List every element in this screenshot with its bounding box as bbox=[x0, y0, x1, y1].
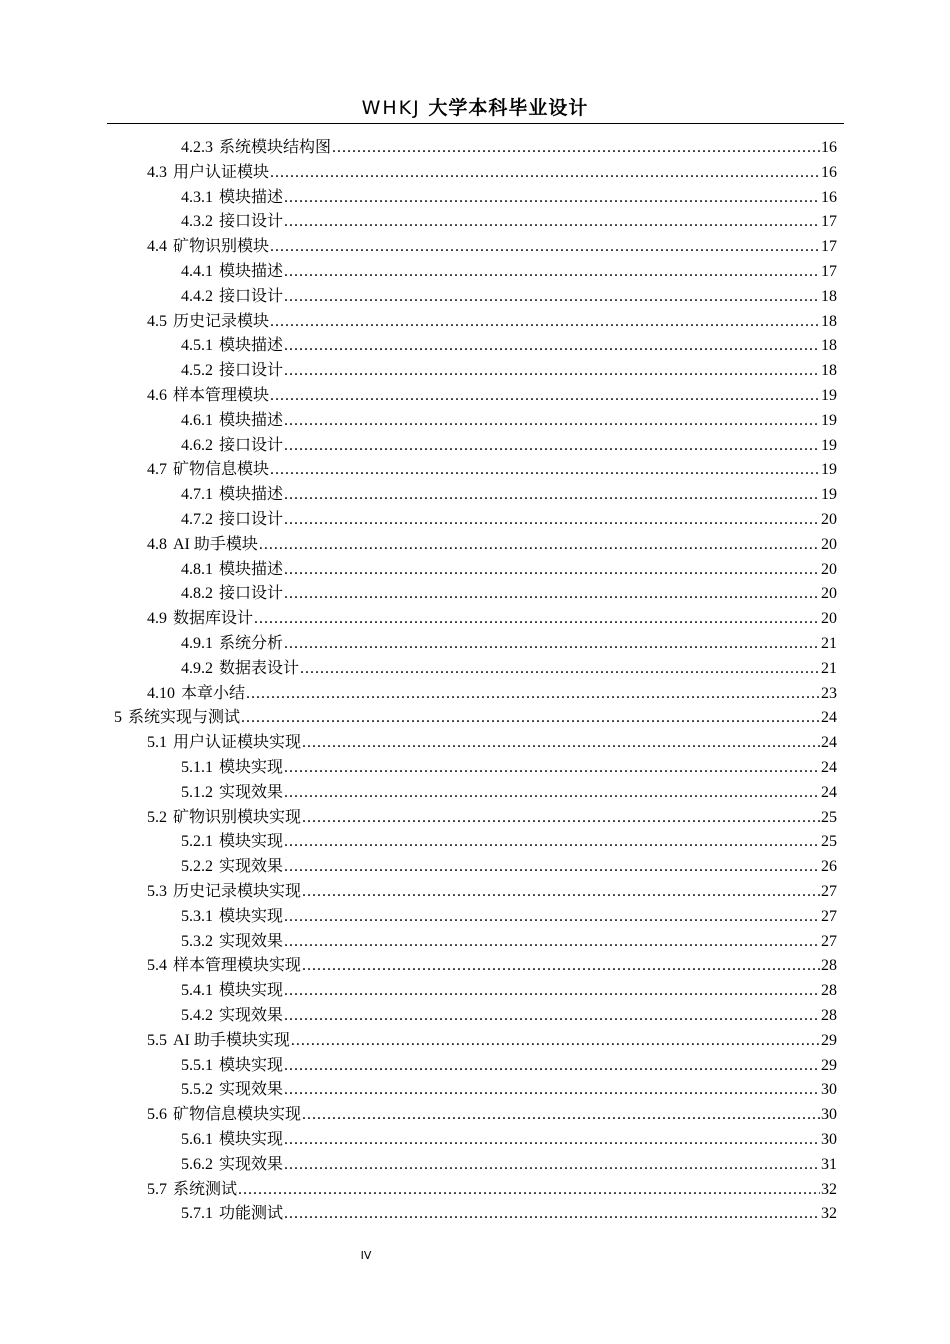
toc-leader-dots bbox=[284, 186, 820, 210]
toc-entry-title: 实现效果 bbox=[219, 858, 284, 875]
toc-entry[interactable] bbox=[147, 954, 837, 978]
toc-entry[interactable] bbox=[181, 285, 837, 309]
toc-entry-page: 19 bbox=[821, 486, 837, 503]
toc-entry[interactable] bbox=[147, 458, 837, 482]
toc-entry-title: 接口设计 bbox=[219, 288, 284, 305]
toc-entry-number: 5.6.2 bbox=[181, 1156, 213, 1173]
toc-entry[interactable] bbox=[181, 558, 837, 582]
toc-entry[interactable] bbox=[181, 855, 837, 879]
toc-leader-dots bbox=[270, 161, 820, 185]
toc-entry-number: 5.2.1 bbox=[181, 833, 213, 850]
toc-entry-title: 历史记录模块 bbox=[173, 313, 270, 330]
toc-entry-title: 矿物信息模块 bbox=[173, 461, 270, 478]
toc-leader-dots bbox=[284, 1202, 820, 1226]
toc-entry-page: 17 bbox=[821, 263, 837, 280]
toc-entry-title: 接口设计 bbox=[219, 362, 284, 379]
toc-entry-number: 5.5.2 bbox=[181, 1081, 213, 1098]
toc-entry-page: 23 bbox=[821, 685, 837, 702]
toc-leader-dots bbox=[284, 855, 820, 879]
toc-leader-dots bbox=[300, 657, 820, 681]
toc-entry-number: 5.4 bbox=[147, 957, 167, 974]
toc-entry-page: 20 bbox=[821, 511, 837, 528]
toc-entry-title: 系统分析 bbox=[219, 635, 284, 652]
toc-entry-number: 4.3.2 bbox=[181, 213, 213, 230]
toc-entry-title: 模块实现 bbox=[219, 833, 284, 850]
toc-entry-page: 27 bbox=[821, 883, 837, 900]
toc-entry[interactable] bbox=[181, 657, 837, 681]
toc-entry-title: 模块实现 bbox=[219, 759, 284, 776]
toc-entry-title: 模块描述 bbox=[219, 412, 284, 429]
toc-entry-title: 实现效果 bbox=[219, 933, 284, 950]
toc-entry-number: 4.8.2 bbox=[181, 585, 213, 602]
toc-entry[interactable] bbox=[181, 1054, 837, 1078]
toc-leader-dots bbox=[270, 310, 820, 334]
toc-entry-title: 样本管理模块实现 bbox=[173, 957, 302, 974]
toc-entry-page: 20 bbox=[821, 561, 837, 578]
toc-entry-page: 28 bbox=[821, 957, 837, 974]
toc-entry-title: 用户认证模块实现 bbox=[173, 734, 302, 751]
toc-entry-number: 5.3 bbox=[147, 883, 167, 900]
toc-leader-dots bbox=[284, 905, 820, 929]
toc-entry-number: 4.6.2 bbox=[181, 437, 213, 454]
toc-leader-dots bbox=[284, 260, 820, 284]
toc-leader-dots bbox=[284, 285, 820, 309]
toc-entry[interactable] bbox=[181, 483, 837, 507]
toc-leader-dots bbox=[284, 483, 820, 507]
toc-entry-number: 4.4.1 bbox=[181, 263, 213, 280]
toc-leader-dots bbox=[284, 558, 820, 582]
toc-entry-title: 功能测试 bbox=[219, 1205, 284, 1222]
toc-entry-title: 矿物识别模块 bbox=[173, 238, 270, 255]
toc-entry-number: 4.4 bbox=[147, 238, 167, 255]
toc-leader-dots bbox=[302, 731, 820, 755]
toc-entry-title: 实现效果 bbox=[219, 1007, 284, 1024]
toc-entry-title: 实现效果 bbox=[219, 784, 284, 801]
toc-entry-title: 模块实现 bbox=[219, 908, 284, 925]
toc-entry-page: 18 bbox=[821, 313, 837, 330]
toc-entry-page: 20 bbox=[821, 585, 837, 602]
toc-entry-page: 30 bbox=[821, 1106, 837, 1123]
toc-entry-number: 5.7.1 bbox=[181, 1205, 213, 1222]
toc-entry-number: 4.8 bbox=[147, 536, 167, 553]
toc-entry-title: 数据库设计 bbox=[173, 610, 254, 627]
toc-leader-dots bbox=[284, 1128, 820, 1152]
toc-entry-title: 模块描述 bbox=[219, 337, 284, 354]
toc-entry[interactable] bbox=[181, 632, 837, 656]
toc-entry-page: 25 bbox=[821, 809, 837, 826]
toc-entry-page: 31 bbox=[821, 1156, 837, 1173]
toc-leader-dots bbox=[284, 359, 820, 383]
toc-entry[interactable] bbox=[147, 731, 837, 755]
toc-entry-title: 接口设计 bbox=[219, 511, 284, 528]
toc-entry-page: 18 bbox=[821, 362, 837, 379]
toc-entry-page: 19 bbox=[821, 461, 837, 478]
toc-entry-number: 5.4.2 bbox=[181, 1007, 213, 1024]
toc-leader-dots bbox=[254, 607, 820, 631]
toc-entry[interactable] bbox=[181, 979, 837, 1003]
toc-entry-number: 4.5.2 bbox=[181, 362, 213, 379]
toc-entry[interactable] bbox=[147, 682, 837, 706]
toc-leader-dots bbox=[246, 682, 820, 706]
toc-entry-title: 实现效果 bbox=[219, 1081, 284, 1098]
toc-entry-title: 接口设计 bbox=[219, 585, 284, 602]
toc-entry-page: 24 bbox=[821, 734, 837, 751]
toc-entry-page: 20 bbox=[821, 610, 837, 627]
toc-leader-dots bbox=[284, 979, 820, 1003]
toc-entry-title: 模块描述 bbox=[219, 561, 284, 578]
toc-entry-number: 5.1.2 bbox=[181, 784, 213, 801]
toc-leader-dots bbox=[284, 409, 820, 433]
toc-entry-title: 矿物信息模块实现 bbox=[173, 1106, 302, 1123]
toc-entry-number: 4.6 bbox=[147, 387, 167, 404]
toc-entry-page: 30 bbox=[821, 1081, 837, 1098]
page-number: IV bbox=[360, 1249, 372, 1262]
toc-entry-title: AI 助手模块 bbox=[173, 536, 258, 553]
toc-entry-number: 4.3 bbox=[147, 164, 167, 181]
toc-entry-title: 系统测试 bbox=[173, 1181, 238, 1198]
toc-entry-title: 模块实现 bbox=[219, 1131, 284, 1148]
toc-entry-title: 模块描述 bbox=[219, 189, 284, 206]
toc-entry[interactable] bbox=[147, 235, 837, 259]
header-latin: WHKJ bbox=[361, 97, 421, 119]
toc-entry-number: 5.1 bbox=[147, 734, 167, 751]
toc-entry-number: 4.4.2 bbox=[181, 288, 213, 305]
toc-entry-number: 4.7 bbox=[147, 461, 167, 478]
toc-entry[interactable] bbox=[147, 384, 837, 408]
toc-entry-number: 5 bbox=[114, 709, 122, 726]
toc-entry[interactable] bbox=[147, 310, 837, 334]
toc-entry-page: 17 bbox=[821, 238, 837, 255]
page-header bbox=[0, 93, 950, 120]
toc-leader-dots bbox=[284, 210, 820, 234]
toc-entry-title: 数据表设计 bbox=[219, 660, 300, 677]
toc-leader-dots bbox=[302, 1103, 820, 1127]
toc-entry[interactable] bbox=[181, 1202, 837, 1226]
toc-entry-number: 5.5 bbox=[147, 1032, 167, 1049]
toc-entry-number: 5.6 bbox=[147, 1106, 167, 1123]
toc-entry-title: 接口设计 bbox=[219, 213, 284, 230]
toc-entry-title: 系统实现与测试 bbox=[128, 709, 241, 726]
toc-entry[interactable] bbox=[181, 1004, 837, 1028]
toc-entry-number: 5.4.1 bbox=[181, 982, 213, 999]
toc-leader-dots bbox=[238, 1178, 820, 1202]
toc-entry-page: 29 bbox=[821, 1057, 837, 1074]
toc-entry-title: 模块描述 bbox=[219, 486, 284, 503]
toc-entry-number: 4.9.1 bbox=[181, 635, 213, 652]
toc-entry[interactable] bbox=[147, 533, 837, 557]
toc-entry[interactable] bbox=[181, 334, 837, 358]
toc-entry-number: 4.8.1 bbox=[181, 561, 213, 578]
toc-entry-page: 17 bbox=[821, 213, 837, 230]
toc-entry[interactable] bbox=[147, 1029, 837, 1053]
toc-entry-title: 历史记录模块实现 bbox=[173, 883, 302, 900]
toc-entry[interactable] bbox=[181, 434, 837, 458]
toc-entry-title: 矿物识别模块实现 bbox=[173, 809, 302, 826]
toc-entry[interactable] bbox=[181, 210, 837, 234]
toc-leader-dots bbox=[241, 706, 820, 730]
toc-entry-number: 5.3.2 bbox=[181, 933, 213, 950]
toc-entry[interactable] bbox=[147, 161, 837, 185]
toc-entry-title: 本章小结 bbox=[181, 685, 246, 702]
toc-entry[interactable] bbox=[181, 186, 837, 210]
toc-entry-number: 4.3.1 bbox=[181, 189, 213, 206]
toc-entry[interactable] bbox=[181, 1153, 837, 1177]
toc-entry-page: 24 bbox=[821, 709, 837, 726]
toc-entry[interactable] bbox=[147, 880, 837, 904]
toc-entry-page: 32 bbox=[821, 1205, 837, 1222]
toc-entry[interactable] bbox=[181, 930, 837, 954]
toc-entry-title: 模块描述 bbox=[219, 263, 284, 280]
toc-entry-title: AI 助手模块实现 bbox=[173, 1032, 290, 1049]
toc-entry[interactable] bbox=[147, 1103, 837, 1127]
header-title: 大学本科毕业设计 bbox=[428, 97, 589, 119]
toc-entry-title: 模块实现 bbox=[219, 982, 284, 999]
toc-entry-number: 5.2 bbox=[147, 809, 167, 826]
toc-entry-number: 4.5.1 bbox=[181, 337, 213, 354]
toc-entry-number: 4.10 bbox=[147, 685, 175, 702]
toc-entry-page: 19 bbox=[821, 437, 837, 454]
toc-entry[interactable] bbox=[181, 582, 837, 606]
toc-entry-number: 4.9.2 bbox=[181, 660, 213, 677]
toc-leader-dots bbox=[284, 1078, 820, 1102]
toc-entry-page: 25 bbox=[821, 833, 837, 850]
toc-entry[interactable] bbox=[147, 806, 837, 830]
toc-entry-page: 18 bbox=[821, 337, 837, 354]
toc-entry[interactable] bbox=[181, 1078, 837, 1102]
toc-entry-page: 24 bbox=[821, 759, 837, 776]
toc-entry-number: 5.7 bbox=[147, 1181, 167, 1198]
toc-leader-dots bbox=[259, 533, 820, 557]
toc-entry[interactable] bbox=[181, 508, 837, 532]
toc-leader-dots bbox=[302, 880, 820, 904]
toc-leader-dots bbox=[284, 1004, 820, 1028]
toc-leader-dots bbox=[284, 508, 820, 532]
toc-entry-page: 27 bbox=[821, 933, 837, 950]
toc-entry-page: 27 bbox=[821, 908, 837, 925]
toc-entry[interactable] bbox=[114, 706, 837, 730]
toc-entry-number: 4.6.1 bbox=[181, 412, 213, 429]
toc-leader-dots bbox=[284, 756, 820, 780]
toc-entry-number: 5.5.1 bbox=[181, 1057, 213, 1074]
toc-entry-page: 19 bbox=[821, 387, 837, 404]
header-rule bbox=[107, 123, 844, 124]
toc-leader-dots bbox=[284, 1153, 820, 1177]
toc-entry-number: 5.3.1 bbox=[181, 908, 213, 925]
toc-entry-number: 5.2.2 bbox=[181, 858, 213, 875]
toc-entry-page: 16 bbox=[821, 189, 837, 206]
toc-entry-number: 5.1.1 bbox=[181, 759, 213, 776]
toc-entry-number: 4.5 bbox=[147, 313, 167, 330]
toc-entry-page: 28 bbox=[821, 982, 837, 999]
toc-entry[interactable] bbox=[147, 607, 837, 631]
toc-entry[interactable] bbox=[181, 905, 837, 929]
toc-entry-number: 4.9 bbox=[147, 610, 167, 627]
toc-leader-dots bbox=[284, 930, 820, 954]
toc-entry[interactable] bbox=[181, 781, 837, 805]
toc-entry[interactable] bbox=[181, 1128, 837, 1152]
toc-entry[interactable] bbox=[181, 409, 837, 433]
toc-leader-dots bbox=[302, 806, 820, 830]
toc-entry-title: 实现效果 bbox=[219, 1156, 284, 1173]
toc-leader-dots bbox=[270, 235, 820, 259]
toc-entry-page: 18 bbox=[821, 288, 837, 305]
toc-leader-dots bbox=[284, 434, 820, 458]
toc-entry-page: 26 bbox=[821, 858, 837, 875]
toc-entry-page: 24 bbox=[821, 784, 837, 801]
toc-leader-dots bbox=[284, 830, 820, 854]
toc-leader-dots bbox=[332, 136, 820, 160]
toc-entry-number: 4.7.2 bbox=[181, 511, 213, 528]
toc-entry-page: 29 bbox=[821, 1032, 837, 1049]
toc-entry-page: 19 bbox=[821, 412, 837, 429]
toc-entry-page: 30 bbox=[821, 1131, 837, 1148]
toc-entry-title: 接口设计 bbox=[219, 437, 284, 454]
toc-entry[interactable] bbox=[181, 136, 837, 160]
toc-entry-title: 系统模块结构图 bbox=[219, 139, 332, 156]
toc-entry-page: 16 bbox=[821, 139, 837, 156]
toc-leader-dots bbox=[284, 1054, 820, 1078]
toc-entry[interactable] bbox=[181, 756, 837, 780]
toc-entry-number: 4.7.1 bbox=[181, 486, 213, 503]
toc-entry-page: 21 bbox=[821, 660, 837, 677]
toc-entry-page: 16 bbox=[821, 164, 837, 181]
toc-entry-page: 32 bbox=[821, 1181, 837, 1198]
toc-leader-dots bbox=[270, 384, 820, 408]
toc-entry-page: 28 bbox=[821, 1007, 837, 1024]
toc-entry-number: 4.2.3 bbox=[181, 139, 213, 156]
toc-entry-title: 用户认证模块 bbox=[173, 164, 270, 181]
toc-leader-dots bbox=[302, 954, 820, 978]
toc-leader-dots bbox=[284, 334, 820, 358]
toc-entry-page: 20 bbox=[821, 536, 837, 553]
toc-entry-title: 样本管理模块 bbox=[173, 387, 270, 404]
toc-entry[interactable] bbox=[181, 260, 837, 284]
toc-entry-number: 5.6.1 bbox=[181, 1131, 213, 1148]
toc-entry[interactable] bbox=[181, 830, 837, 854]
toc-entry[interactable] bbox=[181, 359, 837, 383]
toc-leader-dots bbox=[284, 632, 820, 656]
toc-leader-dots bbox=[284, 781, 820, 805]
toc-entry[interactable] bbox=[147, 1178, 837, 1202]
toc-leader-dots bbox=[291, 1029, 820, 1053]
toc-entry-title: 模块实现 bbox=[219, 1057, 284, 1074]
toc-entry-page: 21 bbox=[821, 635, 837, 652]
toc-leader-dots bbox=[270, 458, 820, 482]
toc-leader-dots bbox=[284, 582, 820, 606]
